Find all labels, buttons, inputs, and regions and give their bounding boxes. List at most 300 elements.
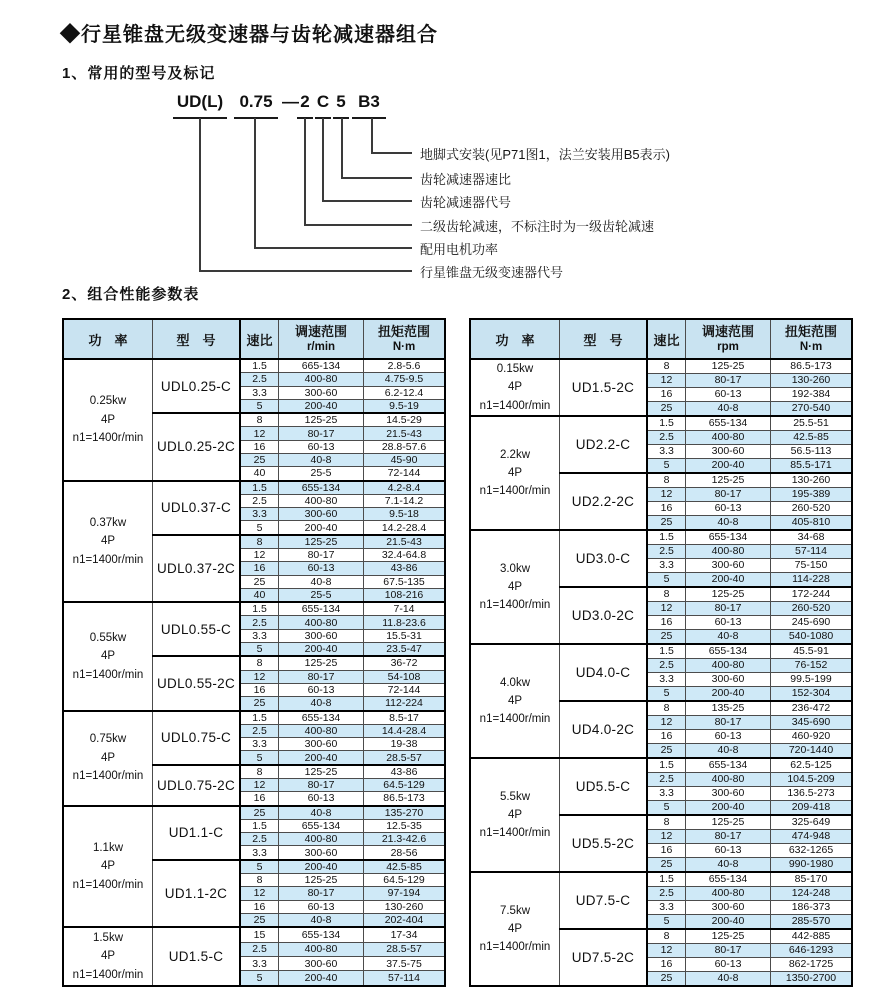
torque-range-cell: 7-14 bbox=[364, 602, 446, 616]
power-line: 4P bbox=[507, 808, 523, 821]
ratio-cell: 3.3 bbox=[240, 629, 279, 642]
torque-range-cell: 460-920 bbox=[771, 730, 853, 744]
callout-line bbox=[254, 247, 412, 249]
ratio-cell: 8 bbox=[647, 701, 686, 716]
power-line: n1=1400r/min bbox=[479, 941, 551, 954]
speed-range-cell: 60-13 bbox=[686, 958, 771, 972]
ratio-cell: 25 bbox=[240, 454, 279, 467]
callout-motor-power: 配用电机功率 bbox=[420, 242, 499, 257]
torque-range-cell: 21.5-43 bbox=[364, 427, 446, 440]
speed-range-cell: 400-80 bbox=[279, 616, 364, 629]
callout-mounting: 地脚式安装(见P71图1，法兰安装用B5表示) bbox=[420, 147, 670, 162]
ratio-cell: 3.3 bbox=[240, 956, 279, 970]
table-row bbox=[470, 530, 852, 545]
power-line: 4P bbox=[507, 580, 523, 593]
power-line: 4P bbox=[507, 381, 523, 394]
speed-range-cell: 60-13 bbox=[279, 562, 364, 575]
torque-range-cell: 86.5-173 bbox=[364, 792, 446, 806]
power-line: n1=1400r/min bbox=[479, 713, 551, 726]
speed-range-cell: 60-13 bbox=[686, 502, 771, 516]
torque-range-cell: 442-885 bbox=[771, 929, 853, 944]
torque-range-cell: 97-194 bbox=[364, 887, 446, 900]
speed-range-cell: 200-40 bbox=[686, 687, 771, 702]
power-column-header: 功 率 bbox=[470, 319, 560, 359]
torque-range-cell: 260-520 bbox=[771, 602, 853, 616]
torque-range-cell: 108-216 bbox=[364, 588, 446, 602]
torque-range-cell: 245-690 bbox=[771, 616, 853, 630]
speed-range-cell: 125-25 bbox=[279, 873, 364, 886]
torque-range-cell: 75-150 bbox=[771, 559, 853, 573]
torque-range-cell: 76-152 bbox=[771, 659, 853, 673]
ratio-cell: 12 bbox=[647, 944, 686, 958]
ratio-cell: 5 bbox=[647, 915, 686, 930]
model-cell: UDL0.37-2C bbox=[153, 535, 241, 602]
performance-tables bbox=[62, 318, 853, 987]
torque-range-cell: 4.2-8.4 bbox=[364, 481, 446, 495]
callout-gear-code: 齿轮减速器代号 bbox=[420, 195, 512, 210]
ratio-cell: 25 bbox=[647, 516, 686, 531]
table-row bbox=[470, 758, 852, 773]
speed-range-cell: 400-80 bbox=[686, 887, 771, 901]
power-line: n1=1400r/min bbox=[72, 668, 144, 681]
ratio-cell: 25 bbox=[240, 575, 279, 588]
ratio-cell: 12 bbox=[240, 778, 279, 791]
speed-range-cell: 125-25 bbox=[686, 815, 771, 830]
ratio-cell: 8 bbox=[647, 359, 686, 374]
power-line: 4P bbox=[100, 751, 116, 764]
torque-range-cell: 21.5-43 bbox=[364, 535, 446, 549]
power-line: n1=1400r/min bbox=[72, 878, 144, 891]
ratio-cell: 5 bbox=[240, 399, 279, 413]
table-row bbox=[470, 872, 852, 887]
model-cell: UD7.5-C bbox=[560, 872, 648, 929]
model-cell: UD3.0-C bbox=[560, 530, 648, 587]
ratio-cell: 8 bbox=[647, 473, 686, 488]
ratio-cell: 2.5 bbox=[647, 431, 686, 445]
power-cell bbox=[470, 644, 560, 758]
torque-range-cell: 67.5-135 bbox=[364, 575, 446, 588]
speed-range-cell: 300-60 bbox=[279, 629, 364, 642]
torque-range-cell: 99.5-199 bbox=[771, 673, 853, 687]
ratio-cell: 3.3 bbox=[647, 787, 686, 801]
torque-range-cell: 130-260 bbox=[771, 374, 853, 388]
torque-range-cell: 862-1725 bbox=[771, 958, 853, 972]
power-line: 4P bbox=[507, 694, 523, 707]
ratio-cell: 12 bbox=[647, 716, 686, 730]
speed-range-cell: 80-17 bbox=[279, 427, 364, 440]
torque-range-cell: 474-948 bbox=[771, 830, 853, 844]
ratio-cell: 1.5 bbox=[240, 711, 279, 725]
speed-range-cell: 60-13 bbox=[279, 683, 364, 696]
callout-line bbox=[322, 200, 412, 202]
speed-range-cell: 40-8 bbox=[279, 697, 364, 711]
power-cell bbox=[63, 927, 153, 986]
model-column-header: 型 号 bbox=[560, 319, 648, 359]
speed-range-cell: 300-60 bbox=[279, 738, 364, 751]
power-line: 4P bbox=[100, 650, 116, 663]
table-header bbox=[63, 319, 445, 359]
power-cell bbox=[63, 481, 153, 603]
speed-range-cell: 400-80 bbox=[279, 724, 364, 737]
ratio-cell: 12 bbox=[647, 488, 686, 502]
ratio-cell: 8 bbox=[647, 929, 686, 944]
torque-range-cell: 1350-2700 bbox=[771, 972, 853, 987]
ratio-cell: 2.5 bbox=[240, 494, 279, 507]
ratio-cell: 5 bbox=[240, 971, 279, 987]
speed-range-cell: 200-40 bbox=[686, 801, 771, 816]
speed-range-cell: 400-80 bbox=[686, 545, 771, 559]
torque-range-cell: 130-260 bbox=[364, 900, 446, 913]
performance-table-left bbox=[62, 318, 446, 987]
speed-range-cell: 60-13 bbox=[686, 730, 771, 744]
speed-range-cell: 655-134 bbox=[279, 481, 364, 495]
power-cell bbox=[470, 530, 560, 644]
model-cell: UD2.2-2C bbox=[560, 473, 648, 530]
power-cell bbox=[470, 359, 560, 416]
speed-range-cell: 655-134 bbox=[686, 872, 771, 887]
torque-range-cell: 6.2-12.4 bbox=[364, 386, 446, 399]
power-cell bbox=[63, 602, 153, 710]
speed-range-cell: 655-134 bbox=[279, 819, 364, 832]
speed-range-cell: 300-60 bbox=[686, 673, 771, 687]
torque-range-cell: 56.5-113 bbox=[771, 445, 853, 459]
torque-range-column-header: 扭矩范围 N·m bbox=[364, 319, 446, 359]
table-row bbox=[63, 481, 445, 495]
torque-range-cell: 57-114 bbox=[364, 971, 446, 987]
torque-range-cell: 990-1980 bbox=[771, 858, 853, 873]
torque-range-cell: 86.5-173 bbox=[771, 359, 853, 374]
header-row bbox=[63, 319, 445, 359]
power-line: 3.0kw bbox=[499, 562, 531, 575]
torque-range-cell: 8.5-17 bbox=[364, 711, 446, 725]
torque-range-cell: 15.5-31 bbox=[364, 629, 446, 642]
page-title: ◆行星锥盘无级变速器与齿轮减速器组合 bbox=[60, 24, 438, 46]
ratio-cell: 2.5 bbox=[647, 887, 686, 901]
power-line: 5.5kw bbox=[499, 790, 531, 803]
torque-range-cell: 21.3-42.6 bbox=[364, 833, 446, 846]
speed-range-cell: 200-40 bbox=[279, 521, 364, 535]
ratio-cell: 5 bbox=[647, 459, 686, 474]
ratio-cell: 3.3 bbox=[647, 559, 686, 573]
torque-range-cell: 28.8-57.6 bbox=[364, 440, 446, 453]
power-line: n1=1400r/min bbox=[479, 827, 551, 840]
header-row bbox=[470, 319, 852, 359]
torque-range-cell: 195-389 bbox=[771, 488, 853, 502]
ratio-cell: 16 bbox=[647, 502, 686, 516]
torque-range-cell: 720-1440 bbox=[771, 744, 853, 759]
torque-range-cell: 345-690 bbox=[771, 716, 853, 730]
speed-range-cell: 80-17 bbox=[279, 670, 364, 683]
ratio-cell: 1.5 bbox=[240, 819, 279, 832]
model-cell: UDL0.25-C bbox=[153, 359, 241, 413]
torque-range-cell: 42.5-85 bbox=[364, 860, 446, 874]
power-line: 4.0kw bbox=[499, 676, 531, 689]
torque-range-cell: 36-72 bbox=[364, 656, 446, 670]
power-line: 0.75kw bbox=[89, 733, 127, 746]
torque-range-cell: 112-224 bbox=[364, 697, 446, 711]
ratio-cell: 1.5 bbox=[240, 602, 279, 616]
ratio-cell: 8 bbox=[240, 535, 279, 549]
torque-range-cell: 14.5-29 bbox=[364, 413, 446, 427]
ratio-cell: 25 bbox=[647, 972, 686, 987]
table-row bbox=[63, 711, 445, 725]
table-row bbox=[63, 927, 445, 942]
ratio-cell: 16 bbox=[240, 440, 279, 453]
speed-range-cell: 300-60 bbox=[686, 445, 771, 459]
speed-range-cell: 655-134 bbox=[279, 602, 364, 616]
torque-range-cell: 192-384 bbox=[771, 388, 853, 402]
torque-range-cell: 9.5-18 bbox=[364, 508, 446, 521]
ratio-cell: 5 bbox=[240, 751, 279, 765]
power-line: 4P bbox=[100, 413, 116, 426]
ratio-cell: 5 bbox=[240, 521, 279, 535]
speed-range-cell: 40-8 bbox=[686, 744, 771, 759]
ratio-cell: 8 bbox=[647, 587, 686, 602]
table-row bbox=[470, 359, 852, 374]
ratio-cell: 5 bbox=[647, 801, 686, 816]
torque-range-cell: 57-114 bbox=[771, 545, 853, 559]
ratio-cell: 16 bbox=[240, 792, 279, 806]
callout-line bbox=[304, 224, 412, 226]
torque-range-cell: 104.5-209 bbox=[771, 773, 853, 787]
power-line: n1=1400r/min bbox=[72, 431, 144, 444]
torque-range-cell: 236-472 bbox=[771, 701, 853, 716]
speed-range-cell: 60-13 bbox=[686, 616, 771, 630]
callout-line bbox=[341, 118, 343, 178]
power-line: n1=1400r/min bbox=[72, 968, 144, 981]
speed-range-cell: 135-25 bbox=[686, 701, 771, 716]
ratio-cell: 1.5 bbox=[647, 530, 686, 545]
ratio-cell: 16 bbox=[647, 958, 686, 972]
ratio-cell: 12 bbox=[647, 374, 686, 388]
torque-range-cell: 64.5-129 bbox=[364, 778, 446, 791]
power-cell bbox=[63, 359, 153, 481]
speed-range-cell: 40-8 bbox=[686, 516, 771, 531]
designation-token-mount: B3 bbox=[352, 92, 386, 119]
speed-range-cell: 60-13 bbox=[686, 388, 771, 402]
speed-range-cell: 25-5 bbox=[279, 588, 364, 602]
ratio-cell: 40 bbox=[240, 588, 279, 602]
ratio-cell: 1.5 bbox=[647, 644, 686, 659]
power-line: 4P bbox=[507, 466, 523, 479]
ratio-cell: 2.5 bbox=[240, 724, 279, 737]
speed-range-cell: 400-80 bbox=[686, 431, 771, 445]
ratio-cell: 8 bbox=[240, 413, 279, 427]
ratio-cell: 40 bbox=[240, 467, 279, 481]
callout-line bbox=[199, 118, 201, 271]
power-line: 0.55kw bbox=[89, 631, 127, 644]
speed-range-cell: 125-25 bbox=[279, 413, 364, 427]
table-row bbox=[470, 416, 852, 431]
model-cell: UDL0.75-2C bbox=[153, 765, 241, 806]
torque-range-cell: 85-170 bbox=[771, 872, 853, 887]
ratio-cell: 16 bbox=[647, 388, 686, 402]
ratio-cell: 12 bbox=[240, 887, 279, 900]
torque-range-cell: 646-1293 bbox=[771, 944, 853, 958]
speed-range-cell: 200-40 bbox=[279, 399, 364, 413]
speed-range-cell: 300-60 bbox=[279, 386, 364, 399]
speed-range-cell: 300-60 bbox=[686, 787, 771, 801]
torque-range-cell: 124-248 bbox=[771, 887, 853, 901]
callout-line bbox=[199, 270, 412, 272]
torque-range-cell: 34-68 bbox=[771, 530, 853, 545]
speed-range-cell: 80-17 bbox=[686, 716, 771, 730]
ratio-cell: 5 bbox=[240, 643, 279, 657]
power-line: 4P bbox=[507, 922, 523, 935]
torque-range-cell: 136.5-273 bbox=[771, 787, 853, 801]
ratio-cell: 2.5 bbox=[240, 833, 279, 846]
speed-range-cell: 200-40 bbox=[686, 459, 771, 474]
callout-line bbox=[254, 118, 256, 248]
table-row bbox=[63, 602, 445, 616]
model-column-header: 型 号 bbox=[153, 319, 241, 359]
torque-range-cell: 7.1-14.2 bbox=[364, 494, 446, 507]
ratio-cell: 8 bbox=[240, 656, 279, 670]
power-cell bbox=[470, 758, 560, 872]
ratio-cell: 12 bbox=[647, 602, 686, 616]
ratio-cell: 12 bbox=[647, 830, 686, 844]
ratio-cell: 25 bbox=[647, 858, 686, 873]
speed-range-cell: 125-25 bbox=[686, 587, 771, 602]
ratio-cell: 1.5 bbox=[240, 481, 279, 495]
torque-range-cell: 186-373 bbox=[771, 901, 853, 915]
speed-range-cell: 80-17 bbox=[686, 602, 771, 616]
speed-range-cell: 125-25 bbox=[279, 765, 364, 779]
ratio-cell: 25 bbox=[647, 744, 686, 759]
torque-range-cell: 130-260 bbox=[771, 473, 853, 488]
torque-range-cell: 540-1080 bbox=[771, 630, 853, 645]
speed-range-cell: 655-134 bbox=[686, 758, 771, 773]
speed-range-cell: 200-40 bbox=[279, 860, 364, 874]
speed-range-cell: 300-60 bbox=[279, 956, 364, 970]
torque-range-cell: 270-540 bbox=[771, 402, 853, 417]
designation-token-stage: 2 bbox=[297, 92, 313, 119]
model-cell: UDL0.75-C bbox=[153, 711, 241, 765]
torque-range-cell: 12.5-35 bbox=[364, 819, 446, 832]
torque-range-cell: 25.5-51 bbox=[771, 416, 853, 431]
ratio-cell: 2.5 bbox=[647, 659, 686, 673]
designation-token-udl: UD(L) bbox=[173, 92, 227, 119]
speed-range-cell: 200-40 bbox=[686, 573, 771, 588]
ratio-cell: 25 bbox=[240, 806, 279, 820]
ratio-cell: 12 bbox=[240, 427, 279, 440]
torque-range-cell: 28.5-57 bbox=[364, 751, 446, 765]
ratio-cell: 5 bbox=[647, 687, 686, 702]
ratio-cell: 2.5 bbox=[647, 545, 686, 559]
speed-range-cell: 40-8 bbox=[686, 972, 771, 987]
speed-range-cell: 125-25 bbox=[686, 929, 771, 944]
torque-range-cell: 325-649 bbox=[771, 815, 853, 830]
power-cell bbox=[63, 711, 153, 806]
speed-range-cell: 80-17 bbox=[279, 778, 364, 791]
speed-range-cell: 400-80 bbox=[686, 773, 771, 787]
model-cell: UD7.5-2C bbox=[560, 929, 648, 986]
model-designation-diagram bbox=[0, 92, 890, 292]
torque-range-cell: 209-418 bbox=[771, 801, 853, 816]
torque-range-cell: 37.5-75 bbox=[364, 956, 446, 970]
speed-range-cell: 60-13 bbox=[686, 844, 771, 858]
ratio-cell: 3.3 bbox=[240, 738, 279, 751]
torque-range-cell: 14.2-28.4 bbox=[364, 521, 446, 535]
ratio-cell: 3.3 bbox=[240, 508, 279, 521]
ratio-cell: 16 bbox=[240, 900, 279, 913]
power-line: 2.2kw bbox=[499, 448, 531, 461]
speed-range-cell: 40-8 bbox=[686, 630, 771, 645]
ratio-cell: 1.5 bbox=[240, 359, 279, 373]
ratio-cell: 16 bbox=[647, 730, 686, 744]
speed-range-cell: 400-80 bbox=[279, 373, 364, 386]
designation-token-power: 0.75 bbox=[234, 92, 278, 119]
section1-heading: 1、常用的型号及标记 bbox=[62, 65, 216, 82]
speed-range-cell: 80-17 bbox=[279, 887, 364, 900]
model-cell: UD4.0-C bbox=[560, 644, 648, 701]
speed-range-cell: 300-60 bbox=[686, 901, 771, 915]
speed-range-cell: 655-134 bbox=[279, 711, 364, 725]
speed-range-cell: 655-134 bbox=[279, 927, 364, 942]
ratio-cell: 2.5 bbox=[240, 942, 279, 956]
ratio-cell: 25 bbox=[647, 630, 686, 645]
model-cell: UDL0.37-C bbox=[153, 481, 241, 535]
power-line: 7.5kw bbox=[499, 904, 531, 917]
speed-range-cell: 655-134 bbox=[686, 530, 771, 545]
torque-range-cell: 28-56 bbox=[364, 846, 446, 860]
torque-range-cell: 64.5-129 bbox=[364, 873, 446, 886]
speed-range-cell: 40-8 bbox=[279, 575, 364, 588]
power-line: n1=1400r/min bbox=[72, 553, 144, 566]
speed-range-cell: 60-13 bbox=[279, 792, 364, 806]
table-row bbox=[63, 359, 445, 373]
speed-range-cell: 125-25 bbox=[279, 535, 364, 549]
speed-range-cell: 200-40 bbox=[279, 751, 364, 765]
ratio-cell: 1.5 bbox=[647, 416, 686, 431]
performance-table-right bbox=[469, 318, 853, 987]
table-row bbox=[470, 644, 852, 659]
ratio-cell: 8 bbox=[647, 815, 686, 830]
ratio-cell: 3.3 bbox=[647, 445, 686, 459]
power-line: 4P bbox=[100, 860, 116, 873]
speed-range-cell: 200-40 bbox=[279, 971, 364, 987]
ratio-cell: 3.3 bbox=[240, 386, 279, 399]
torque-range-cell: 72-144 bbox=[364, 467, 446, 481]
speed-range-cell: 400-80 bbox=[686, 659, 771, 673]
callout-two-stage: 二级齿轮减速，不标注时为一级齿轮减速 bbox=[420, 219, 655, 234]
table-row bbox=[63, 806, 445, 820]
power-column-header: 功 率 bbox=[63, 319, 153, 359]
torque-range-cell: 14.4-28.4 bbox=[364, 724, 446, 737]
torque-range-cell: 54-108 bbox=[364, 670, 446, 683]
power-line: 0.25kw bbox=[89, 395, 127, 408]
power-cell bbox=[470, 872, 560, 986]
torque-range-cell: 62.5-125 bbox=[771, 758, 853, 773]
speed-range-column-header: 调速范围 r/min bbox=[279, 319, 364, 359]
model-cell: UDL0.55-C bbox=[153, 602, 241, 656]
model-cell: UD1.1-2C bbox=[153, 860, 241, 927]
torque-range-cell: 4.75-9.5 bbox=[364, 373, 446, 386]
torque-range-cell: 11.8-23.6 bbox=[364, 616, 446, 629]
speed-range-cell: 200-40 bbox=[686, 915, 771, 930]
power-line: 4P bbox=[100, 950, 116, 963]
power-line: 0.15kw bbox=[496, 363, 534, 375]
speed-range-cell: 40-8 bbox=[686, 858, 771, 873]
torque-range-cell: 9.5-19 bbox=[364, 399, 446, 413]
torque-range-cell: 32.4-64.8 bbox=[364, 549, 446, 562]
speed-range-cell: 80-17 bbox=[686, 374, 771, 388]
callout-gear-ratio: 齿轮减速器速比 bbox=[420, 172, 512, 187]
model-cell: UD3.0-2C bbox=[560, 587, 648, 644]
ratio-cell: 1.5 bbox=[647, 872, 686, 887]
power-line: 1.5kw bbox=[92, 932, 124, 945]
torque-range-cell: 632-1265 bbox=[771, 844, 853, 858]
